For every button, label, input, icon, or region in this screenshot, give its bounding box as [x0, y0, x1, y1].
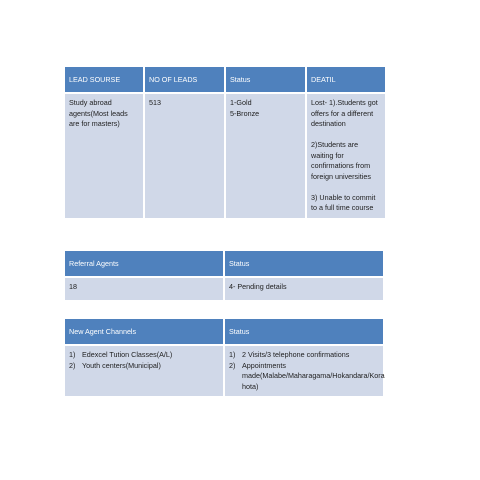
header-status: Status — [226, 67, 305, 92]
table-row — [65, 94, 385, 218]
cell-lead-count: 513 — [145, 94, 224, 218]
channels-table — [63, 317, 385, 398]
header-channels-status: Status — [225, 319, 383, 344]
header-no-of-leads: NO OF LEADS — [145, 67, 224, 92]
referral-table — [63, 249, 385, 302]
cell-channels-status — [225, 346, 383, 396]
table-row — [65, 278, 383, 300]
list-item: 1) 2 Visits/3 telephone confirmations — [229, 350, 350, 359]
header-lead-source: LEAD SOURSE — [65, 67, 143, 92]
detail-paragraph-1: Lost- 1).Students got offers for a different destination — [311, 98, 378, 128]
channels-header-row — [65, 319, 383, 344]
status-line-gold: 1-Gold — [230, 98, 252, 107]
header-referral-agents: Referral Agents — [65, 251, 223, 276]
detail-paragraph-3: 3) Unable to commit to a full time course — [311, 192, 376, 212]
table-row — [65, 346, 383, 396]
referral-header-row — [65, 251, 383, 276]
list-item: 1) Edexcel Tution Classes(A/L) — [69, 350, 173, 359]
list-item: 2) Appointments made(Malabe/Maharagama/Hokandara/Kora hota) — [229, 360, 385, 391]
header-referral-status: Status — [225, 251, 383, 276]
list-item: 2) Youth centers(Municipal) — [69, 360, 161, 370]
detail-paragraph-2: 2)Students are waiting for confirmations from foreign universities — [311, 140, 371, 181]
leads-header-row — [65, 67, 385, 92]
cell-lead-status — [226, 94, 305, 218]
cell-lead-detail — [307, 94, 385, 218]
leads-table — [63, 65, 387, 220]
header-detail: DEATIL — [307, 67, 385, 92]
cell-lead-source: Study abroad agents(Most leads are for masters) — [65, 94, 143, 218]
cell-referral-count: 18 — [65, 278, 223, 300]
status-line-bronze: 5-Bronze — [230, 108, 260, 118]
cell-referral-status: 4- Pending details — [225, 278, 383, 300]
header-new-agent-channels: New Agent Channels — [65, 319, 223, 344]
cell-channels-list — [65, 346, 223, 396]
